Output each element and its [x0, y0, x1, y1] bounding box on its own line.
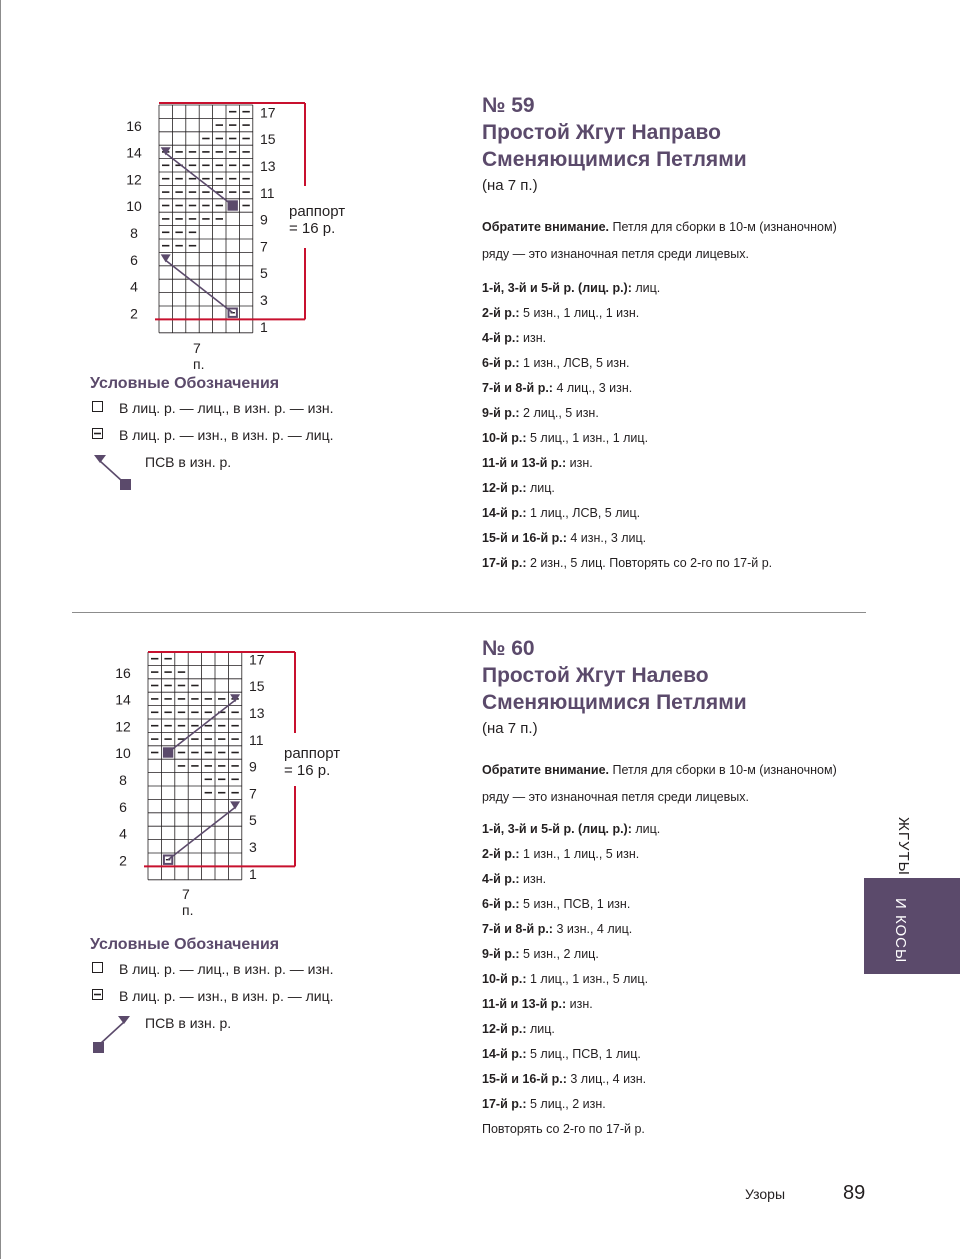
row-number-odd: 7	[249, 785, 257, 802]
row-number-even: 10	[126, 198, 142, 215]
row-text: изн.	[566, 997, 593, 1011]
pattern-title-line1: Простой Жгут Налево	[482, 664, 709, 687]
row-number-even: 16	[126, 117, 142, 134]
row-number-odd: 1	[260, 318, 268, 335]
pattern-note	[482, 757, 862, 811]
row-number-even: 6	[119, 798, 127, 815]
row-instruction	[482, 867, 862, 892]
row-number-odd: 5	[249, 812, 257, 829]
row-text: 1 изн., ЛСВ, 5 изн.	[519, 356, 630, 370]
row-label: 1-й, 3-й и 5-й р. (лиц. р.):	[482, 822, 632, 836]
pattern-60-text	[482, 635, 862, 1142]
dash-square-icon	[92, 989, 103, 1000]
row-text: изн.	[566, 456, 593, 470]
row-text: 1 лиц., 1 изн., 5 лиц.	[526, 972, 649, 986]
row-label: 17-й р.:	[482, 1097, 527, 1111]
legend-text: ПСВ в изн. р.	[145, 1015, 232, 1031]
footer-section: Узоры	[745, 1186, 786, 1202]
row-label: 11-й и 13-й р.:	[482, 997, 567, 1011]
row-text: 5 изн., ПСВ, 1 изн.	[519, 897, 631, 911]
row-label: 7-й и 8-й р.:	[482, 381, 553, 395]
row-instruction	[482, 967, 862, 992]
row-label: 14-й р.:	[482, 506, 527, 520]
row-instruction	[482, 892, 862, 917]
legend-title: Условные Обозначения	[90, 375, 280, 392]
legend-text: ПСВ в изн. р.	[145, 454, 232, 470]
row-text: Повторять со 2-го по 17-й р.	[482, 1122, 645, 1136]
row-instruction	[482, 1092, 862, 1117]
note-text: Петля для сборки в 10-м (изнаночном) ряду — это изнаночная петля среди лицевых.	[482, 763, 837, 804]
row-text: лиц.	[631, 281, 661, 295]
row-label: 4-й р.:	[482, 872, 520, 886]
row-instruction	[482, 842, 862, 867]
row-number-even: 2	[119, 852, 127, 869]
pattern-title-line2: Сменяющимися Петлями	[482, 691, 747, 714]
row-number-odd: 13	[249, 705, 265, 721]
row-text: лиц.	[526, 481, 555, 495]
row-number-odd: 13	[260, 158, 276, 174]
note-text: Петля для сборки в 10-м (изнаночном) ряду — это изнаночная петля среди лицевых.	[482, 220, 837, 261]
row-number-even: 4	[130, 278, 138, 295]
row-number-odd: 5	[260, 265, 268, 282]
side-tab-label-1: ЖГУТЫ	[895, 817, 912, 876]
row-text: 1 изн., 1 лиц., 5 изн.	[519, 847, 640, 861]
row-text: 2 изн., 5 лиц. Повторять со 2-го по 17-й р.	[526, 556, 773, 570]
row-text: 2 лиц., 5 изн.	[519, 406, 599, 420]
row-text: 5 лиц., 2 изн.	[526, 1097, 606, 1111]
row-label: 6-й р.:	[482, 356, 520, 370]
legend-item-cross	[90, 1014, 420, 1060]
side-tab: И КОСЫ	[864, 878, 960, 974]
row-number-odd: 11	[260, 184, 275, 201]
row-label: 9-й р.:	[482, 947, 520, 961]
row-number-odd: 1	[249, 865, 257, 882]
row-text: 5 изн., 1 лиц., 1 изн.	[519, 306, 640, 320]
row-text: 3 лиц., 4 изн.	[566, 1072, 647, 1086]
row-number-even: 16	[115, 664, 131, 681]
legend-item-purl	[90, 987, 420, 1014]
row-label: 4-й р.:	[482, 331, 520, 345]
row-number-even: 8	[130, 225, 138, 241]
row-instruction	[482, 1067, 862, 1092]
cross-left-icon	[90, 1014, 140, 1060]
stitch-count-label: 7 п.	[193, 340, 205, 372]
row-text: 3 изн., 4 лиц.	[552, 922, 633, 936]
legend-item-knit	[90, 960, 420, 987]
row-instruction	[482, 817, 862, 842]
page-number: 89	[843, 1182, 866, 1204]
row-number-even: 8	[119, 772, 127, 788]
row-label: 17-й р.:	[482, 556, 527, 570]
row-label: 2-й р.:	[482, 306, 520, 320]
legend-text: В лиц. р. — изн., в изн. р. — лиц.	[119, 988, 334, 1004]
row-label: 12-й р.:	[482, 481, 527, 495]
row-text: изн.	[519, 331, 547, 345]
row-text: изн.	[519, 872, 547, 886]
row-text: 1 лиц., ЛСВ, 5 лиц.	[526, 506, 641, 520]
row-number-even: 4	[119, 825, 127, 842]
row-label: 10-й р.:	[482, 972, 527, 986]
row-label: 12-й р.:	[482, 1022, 527, 1036]
row-number-odd: 7	[260, 238, 268, 255]
row-label: 11-й и 13-й р.:	[482, 456, 567, 470]
row-label: 6-й р.:	[482, 897, 520, 911]
note-bold: Обратите внимание.	[482, 763, 609, 777]
row-number-even: 14	[126, 144, 142, 161]
row-number-even: 6	[130, 251, 138, 268]
legend-title: Условные Обозначения	[90, 936, 280, 953]
row-number-even: 14	[115, 691, 131, 708]
note-bold: Обратите внимание.	[482, 220, 609, 234]
row-text: 4 лиц., 3 изн.	[552, 381, 633, 395]
row-number-even: 12	[126, 171, 142, 188]
row-instruction	[482, 992, 862, 1017]
pattern-number: № 60	[482, 637, 535, 660]
legend-text: В лиц. р. — изн., в изн. р. — лиц.	[119, 427, 334, 443]
row-label: 1-й, 3-й и 5-й р. (лиц. р.):	[482, 281, 632, 295]
row-label: 15-й и 16-й р.:	[482, 1072, 567, 1086]
row-instruction	[482, 1042, 862, 1067]
row-instruction	[482, 917, 862, 942]
row-instruction	[482, 1117, 862, 1142]
row-number-odd: 15	[249, 678, 265, 695]
row-text: 5 лиц., 1 изн., 1 лиц.	[526, 431, 649, 445]
row-number-odd: 3	[260, 292, 268, 308]
stitch-count-label: 7 п.	[182, 886, 194, 918]
row-number-even: 10	[115, 745, 131, 762]
pattern-title-line1: Простой Жгут Направо	[482, 121, 722, 144]
row-number-odd: 15	[260, 131, 276, 148]
legend-60	[90, 936, 420, 1060]
row-number-odd: 9	[249, 758, 257, 775]
row-label: 2-й р.:	[482, 847, 520, 861]
row-instructions	[482, 817, 862, 1142]
row-text: 4 изн., 3 лиц.	[566, 531, 647, 545]
row-number-odd: 17	[260, 104, 276, 121]
rapport-label: раппорт = 16 р.	[284, 745, 341, 779]
row-number-odd: 11	[249, 731, 264, 748]
row-instruction	[482, 1017, 862, 1042]
row-label: 10-й р.:	[482, 431, 527, 445]
empty-square-icon	[92, 962, 103, 973]
row-text: 5 лиц., ПСВ, 1 лиц.	[526, 1047, 641, 1061]
row-text: лиц.	[631, 822, 661, 836]
row-text: 5 изн., 2 лиц.	[519, 947, 599, 961]
row-number-odd: 3	[249, 839, 257, 855]
row-label: 9-й р.:	[482, 406, 520, 420]
row-label: 15-й и 16-й р.:	[482, 531, 567, 545]
pattern-number: № 59	[482, 94, 535, 117]
legend-text: В лиц. р. — лиц., в изн. р. — изн.	[119, 961, 334, 977]
row-number-odd: 17	[249, 651, 265, 668]
rapport-label: раппорт = 16 р.	[289, 203, 346, 237]
row-label: 7-й и 8-й р.:	[482, 922, 553, 936]
row-number-odd: 9	[260, 211, 268, 228]
legend-text: В лиц. р. — лиц., в изн. р. — изн.	[119, 400, 334, 416]
row-label: 14-й р.:	[482, 1047, 527, 1061]
row-number-even: 2	[130, 305, 138, 322]
row-number-even: 12	[115, 718, 131, 735]
row-text: лиц.	[526, 1022, 555, 1036]
row-instruction	[482, 942, 862, 967]
pattern-stitches: (на 7 п.)	[482, 720, 538, 737]
pattern-title-line2: Сменяющимися Петлями	[482, 148, 747, 171]
pattern-stitches: (на 7 п.)	[482, 177, 538, 194]
